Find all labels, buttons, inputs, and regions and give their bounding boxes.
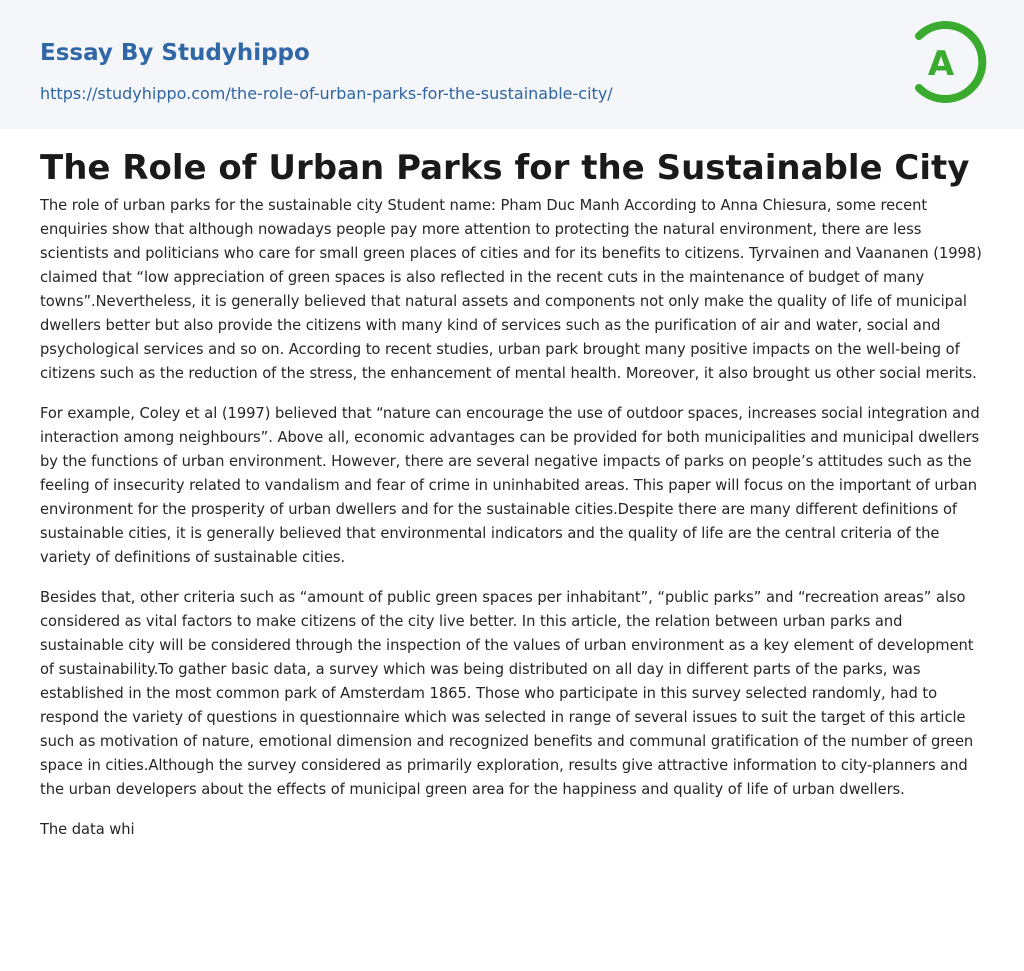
essay-title: The Role of Urban Parks for the Sustainable City xyxy=(40,148,970,188)
essay-url-link[interactable]: https://studyhippo.com/the-role-of-urban-parks-for-the-sustainable-city/ xyxy=(40,84,613,103)
studyhippo-logo-icon[interactable] xyxy=(911,18,989,106)
essay-paragraph-2: For example, Coley et al (1997) believed that “nature can encourage the use of outdoor spaces, increases social integration and interaction among neighbours”. Above all, economic advantages can be provided for both municipalities and municipal dwellers by the functions of urban environment. However, there are several negative impacts of parks on people’s attitudes such as the feeling of insecurity related to vandalism and fear of crime in uninhabited areas. This paper will focus on the important of urban environment for the prosperity of urban dwellers and for the sustainable cities.Despite there are many different definitions of sustainable cities, it is generally believed that environmental indicators and the quality of life are the central criteria of the variety of definitions of sustainable cities. xyxy=(40,405,980,566)
logo-letter: A xyxy=(927,44,955,84)
brand-title[interactable]: Essay By Studyhippo xyxy=(40,40,310,66)
essay-paragraph-3: Besides that, other criteria such as “amount of public green spaces per inhabitant”, “public parks” and “recreation areas” also considered as vital factors to make citizens of the city live better. In this article, the relation between urban parks and sustainable city will be considered through the inspection of the values of urban environment as a key element of development of sustainability.To gather basic data, a survey which was being distributed on all day in different parts of the parks, was established in the most common park of Amsterdam 1865. Those who participate in this survey selected randomly, had to respond the variety of questions in questionnaire which was selected in range of several issues to suit the target of this article such as motivation of nature, emotional dimension and recognized benefits and communal gratification of the number of green space in cities.Although the survey considered as primarily exploration, results give attractive information to city-planners and the urban developers about the effects of municipal green area for the happiness and quality of life of urban dwellers. xyxy=(40,589,974,798)
site-header xyxy=(0,0,1024,129)
essay-paragraph-1: The role of urban parks for the sustainable city Student name: Pham Duc Manh According to Anna Chiesura, some recent enquiries show that although nowadays people pay more attention to protecting the natural environment, there are less scientists and politicians who care for small green places of cities and for its benefits to citizens. Tyrvainen and Vaananen (1998) claimed that “low appreciation of green spaces is also reflected in the recent cuts in the maintenance of budget of many towns”.Nevertheless, it is generally believed that natural assets and components not only make the quality of life of municipal dwellers better but also provide the citizens with many kind of services such as the purification of air and water, social and psychological services and so on. According to recent studies, urban park brought many positive impacts on the well-being of citizens such as the reduction of the stress, the enhancement of mental health. Moreover, it also brought us other social merits. xyxy=(40,197,982,382)
essay-paragraph-4: The data whi xyxy=(40,821,135,838)
essay-body xyxy=(40,194,984,858)
